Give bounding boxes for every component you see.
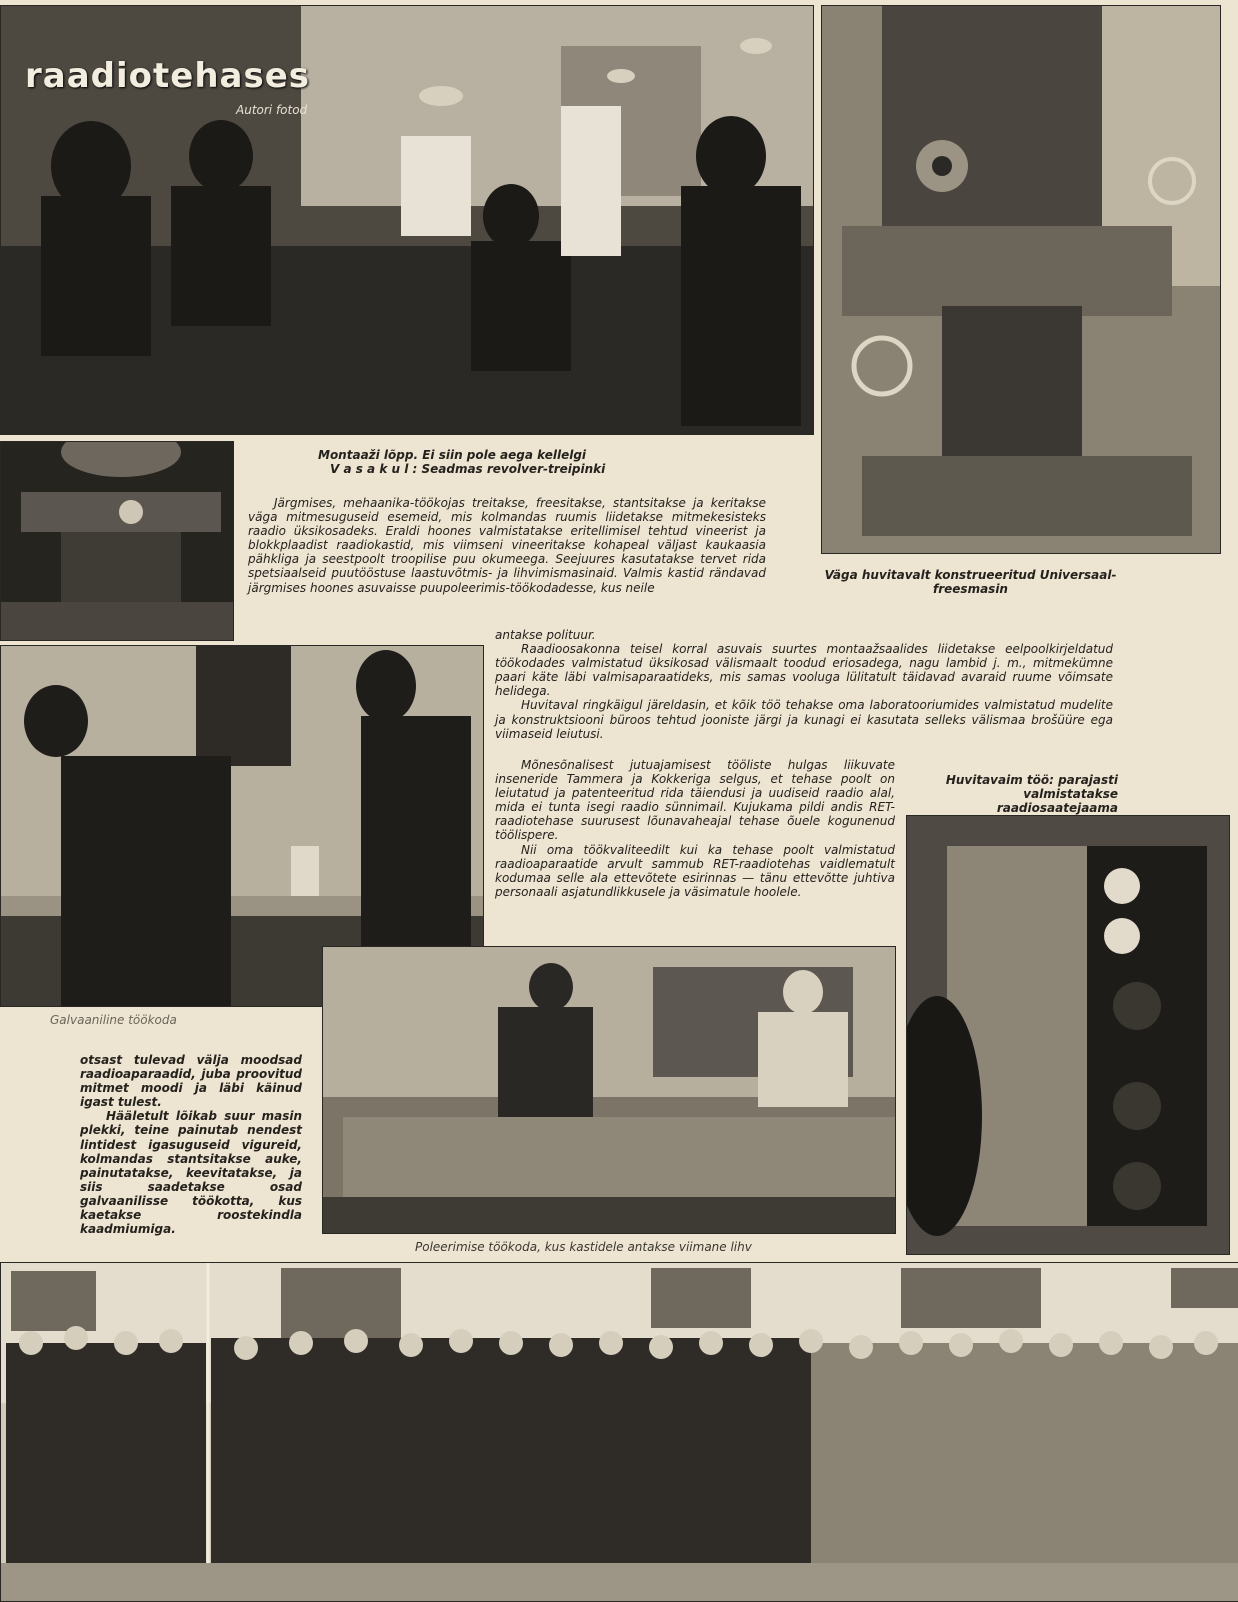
article-column-3 bbox=[495, 758, 895, 899]
article-column-1 bbox=[248, 496, 766, 595]
photo-milling-machine bbox=[821, 5, 1221, 554]
polishing-workshop-illustration bbox=[323, 947, 895, 1233]
staff-group-illustration bbox=[1, 1263, 1238, 1601]
revolver-lathe-illustration bbox=[1, 442, 233, 640]
article-column-4 bbox=[80, 1053, 302, 1236]
caption-assembly-line2: V a s a k u l : Seadmas revolver-treipinki bbox=[330, 462, 606, 476]
photo-polishing-workshop bbox=[322, 946, 896, 1234]
caption-assembly-line1: Montaaži lõpp. Ei siin pole aega kellelgi bbox=[318, 448, 587, 462]
milling-machine-illustration bbox=[822, 6, 1220, 553]
caption-assembly-hall bbox=[318, 448, 818, 476]
article-paragraph-1-end: antakse polituur. bbox=[495, 628, 596, 642]
transmitter-illustration bbox=[907, 816, 1229, 1254]
photo-staff-group bbox=[0, 1262, 1238, 1602]
article-column-2 bbox=[495, 628, 1113, 741]
photo-transmitter bbox=[906, 815, 1230, 1255]
caption-milling-machine: Väga huvitavalt konstrueeritud Universaal-freesmasin bbox=[824, 568, 1117, 596]
photo-credit: Autori fotod bbox=[236, 103, 308, 117]
photo-revolver-lathe bbox=[0, 441, 234, 641]
article-paragraph-2: Raadioosakonna teisel korral asuvais suurtes montaažsaalides liidetakse eelpoolkirjeldatud töökodades valmistatud üksikosad välismaalt toodud eriosadega, nagu lambid j. m., mitmekümne paari käte läbi valmisaparaatideks, mis samas vooluga lülitatult täidavad avaraid ruume võimsate helidega. bbox=[495, 642, 1113, 699]
article-paragraph-5: Nii oma töökvaliteedilt kui ka tehase poolt valmistatud raadioaparaatide arvult sammub RET-raadiotehas vaidlematult kodumaa selle ala ettevõtete esirinnas — tänu ettevõtte juhtiva personaali asjatundlikkusele ja väsimatule hoolele. bbox=[495, 842, 895, 899]
article-paragraph-6: otsast tulevad välja moodsad raadioaparaadid, juba proovitud mitmet moodi ja läbi käinud igast tulest. bbox=[80, 1053, 302, 1110]
article-headline: raadiotehases bbox=[25, 56, 310, 96]
caption-transmitter: Huvitavaim töö: parajasti valmistatakse raadiosaatejaama bbox=[945, 773, 1118, 815]
caption-galvanic: Galvaaniline töökoda bbox=[50, 1013, 177, 1027]
photo-assembly-hall bbox=[0, 5, 814, 435]
article-paragraph-1: Järgmises, mehaanika-töökojas treitakse, freesitakse, stantsitakse ja keritakse väga mitmesuguseid esemeid, mis kolmandas ruumis liidetakse mitmekesisteks raadio üksikosadeks. Eraldi hoones valmistatakse eritellimisel tehtud vineerist ja blokkplaadist raadiokastid, mis viimseni vineeritakse kohapeal väljast kaukaasia pähkliga ja seestpoolt troopilise puu okumeega. Seejuures kasutatakse tervet rida spetsiaalseid puutööstuse laastuvõtmis- ja lihvimismasinaid. Valmis kastid rändavad järgmises hoones asuvaisse puupoleerimis-töökodadesse, kus neile bbox=[248, 496, 766, 595]
article-paragraph-4: Mõnesõnalisest jutuajamisest tööliste hulgas liikuvate inseneride Tammera ja Kokkeriga selgus, et tehase poolt on leiutatud ja patenteeritud rida täiendusi ja uudiseid raadio alal, mida ei tunta isegi raadio sünnimail. Kujukama pildi andis RET-raadiotehase suurusest lõunavaheajal tehase õuele kogunenud töölispere. bbox=[495, 758, 895, 843]
caption-polishing: Poleerimise töökoda, kus kastidele antakse viimane lihv bbox=[415, 1240, 752, 1254]
article-paragraph-7: Hääletult lõikab suur masin plekki, teine painutab nendest lintidest igasuguseid vigureid, kolmandas stantsitakse auke, painutatakse, keevitatakse, ja siis saadetakse osad galvaanilisse töökotta, kus kaetakse roostekindla kaadmiumiga. bbox=[80, 1109, 302, 1237]
article-paragraph-3: Huvitaval ringkäigul järeldasin, et kõik töö tehakse oma laboratooriumides valmistatud mudelite ja konstruktsiooni büroos tehtud jooniste järgi ja kunagi ei kasutata selleks välismaa brošüüre ega viimaseid leiutusi. bbox=[495, 698, 1113, 741]
